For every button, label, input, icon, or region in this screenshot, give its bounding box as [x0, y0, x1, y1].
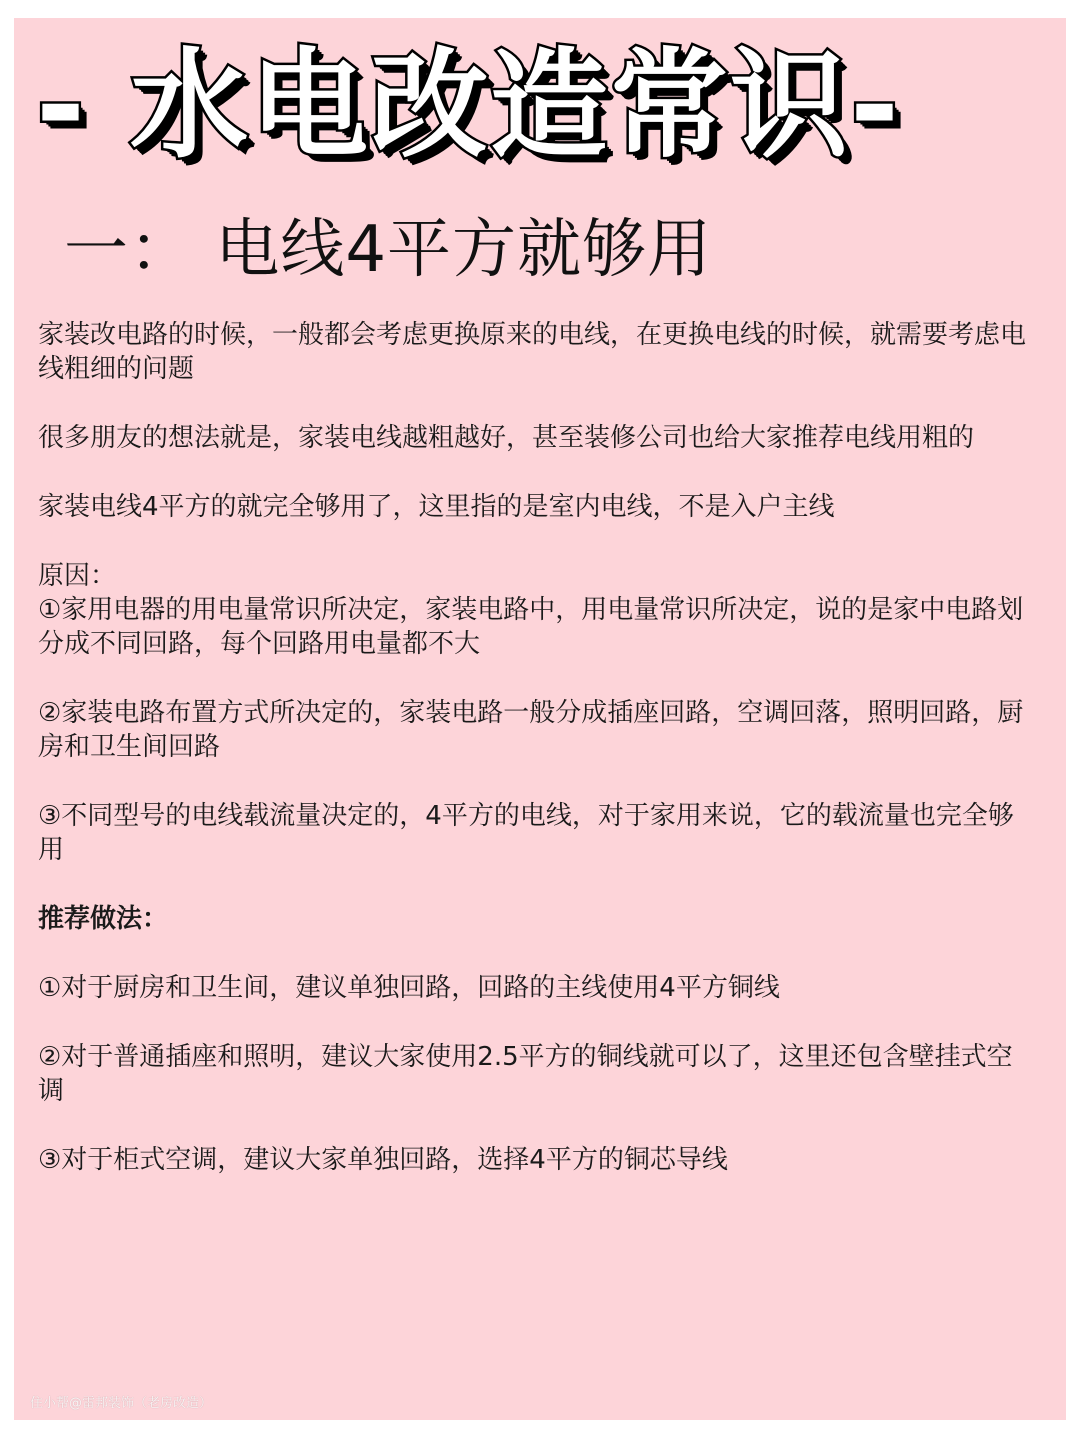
reason-heading: 原因：: [38, 561, 117, 591]
reason-item-1: ①家用电器的用电量常识所决定，家装电路中，用电量常识所决定，说的是家中电路划分成不同回路，每个回路用电量都不大: [38, 595, 1024, 659]
page-title: - 水电改造常识-: [36, 36, 902, 174]
reason-item-3: ③不同型号的电线载流量决定的，4平方的电线，对于家用来说，它的载流量也完全够用: [38, 801, 1014, 865]
recommendation-heading: 推荐做法：: [38, 904, 169, 934]
paragraph-conclusion: 家装电线4平方的就完全够用了，这里指的是室内电线，不是入户主线: [38, 492, 835, 522]
watermark: 住小帮@雷邦装饰（老房改造）: [30, 1396, 213, 1411]
section-subtitle: 一： 电线4平方就够用: [64, 213, 713, 287]
paragraph-common-belief: 很多朋友的想法就是，家装电线越粗越好，甚至装修公司也给大家推荐电线用粗的: [38, 423, 975, 453]
recommendation-item-2: ②对于普通插座和照明，建议大家使用2.5平方的铜线就可以了，这里还包含壁挂式空调: [38, 1042, 1013, 1106]
recommendation-item-1: ①对于厨房和卫生间，建议单独回路，回路的主线使用4平方铜线: [38, 973, 780, 1003]
reason-item-2: ②家装电路布置方式所决定的，家装电路一般分成插座回路，空调回落，照明回路，厨房和卫生间回路: [38, 698, 1024, 762]
paragraph-intro: 家装改电路的时候，一般都会考虑更换原来的电线，在更换电线的时候，就需要考虑电线粗细的问题: [38, 320, 1027, 384]
recommendation-item-3: ③对于柜式空调，建议大家单独回路，选择4平方的铜芯导线: [38, 1145, 728, 1175]
article-body: [38, 318, 1038, 1177]
